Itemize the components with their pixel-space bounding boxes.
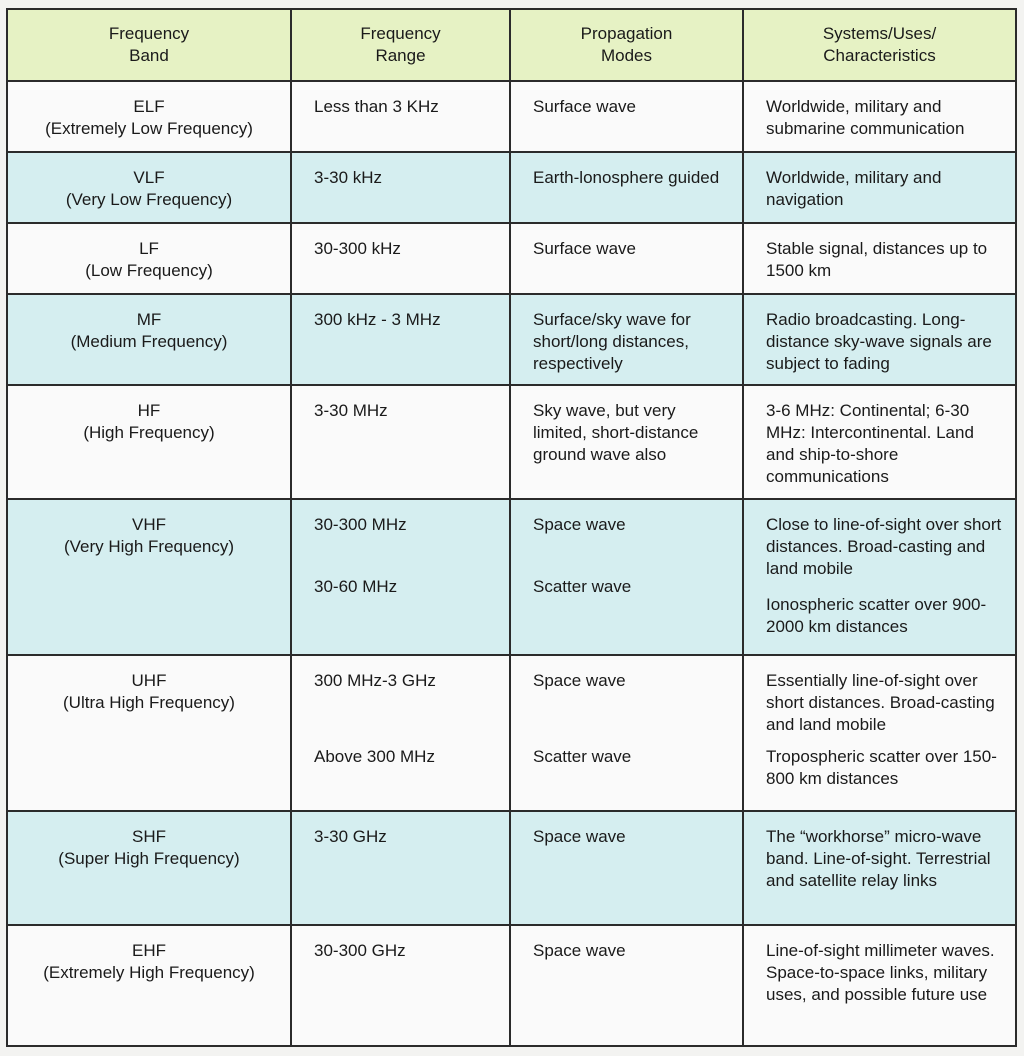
header-text: Characteristics — [823, 46, 936, 65]
uses-cell: The “workhorse” micro-wave band. Line-of-sight. Terrestrial and satellite relay links — [743, 811, 1016, 925]
modes-cell — [510, 655, 743, 811]
table-row — [7, 655, 1016, 811]
band-cell — [7, 81, 291, 152]
header-text: Range — [375, 46, 426, 65]
range-secondary: 30-60 MHz — [314, 577, 398, 596]
band-cell — [7, 925, 291, 1046]
uses-primary: Essentially line-of-sight over short distances. Broad-casting and land mobile — [766, 671, 995, 734]
range-cell — [291, 499, 510, 655]
spacer — [766, 580, 1005, 594]
range-primary: 300 MHz-3 GHz — [314, 671, 436, 690]
modes-cell: Space wave — [510, 811, 743, 925]
band-name: (Very High Frequency) — [63, 537, 235, 556]
uses-cell — [743, 655, 1016, 811]
band-name: (Extremely High Frequency) — [43, 963, 255, 982]
band-cell — [7, 499, 291, 655]
modes-cell: Earth-lonosphere guided — [510, 152, 743, 223]
table-row — [7, 152, 1016, 223]
spacer — [314, 536, 499, 576]
range-cell: 300 kHz - 3 MHz — [291, 294, 510, 385]
modes-primary: Space wave — [533, 671, 626, 690]
band-code: EHF — [132, 941, 166, 960]
band-code: VHF — [132, 515, 166, 534]
table-row — [7, 223, 1016, 294]
band-name: (Very Low Frequency) — [65, 190, 233, 209]
spacer — [533, 536, 732, 576]
band-code: LF — [139, 239, 159, 258]
band-code: HF — [137, 401, 161, 420]
header-frequency-band — [7, 9, 291, 81]
uses-cell: Radio broadcasting. Long-distance sky-wave signals are subject to fading — [743, 294, 1016, 385]
uses-cell — [743, 499, 1016, 655]
range-cell: 30-300 kHz — [291, 223, 510, 294]
frequency-band-table-container — [6, 8, 1015, 1047]
band-code: ELF — [133, 97, 165, 116]
spacer — [314, 692, 499, 746]
modes-secondary: Scatter wave — [533, 577, 632, 596]
band-name: (Low Frequency) — [85, 261, 213, 280]
band-code: SHF — [132, 827, 166, 846]
spacer — [766, 736, 1005, 746]
table-row — [7, 294, 1016, 385]
band-code: MF — [136, 310, 162, 329]
header-row — [7, 9, 1016, 81]
range-cell: 3-30 MHz — [291, 385, 510, 499]
table-row — [7, 499, 1016, 655]
band-name: (Medium Frequency) — [70, 332, 228, 351]
frequency-band-table — [6, 8, 1017, 1047]
band-cell — [7, 152, 291, 223]
modes-cell — [510, 499, 743, 655]
uses-secondary: Ionospheric scatter over 900-2000 km distances — [766, 595, 987, 636]
header-text: Systems/Uses/ — [822, 24, 937, 43]
table-row — [7, 811, 1016, 925]
header-text: Band — [129, 46, 169, 65]
modes-primary: Space wave — [533, 515, 626, 534]
range-primary: 30-300 MHz — [314, 515, 407, 534]
band-cell — [7, 811, 291, 925]
band-code: VLF — [133, 168, 165, 187]
uses-primary: Close to line-of-sight over short distances. Broad-casting and land mobile — [766, 515, 1002, 578]
range-cell: 3-30 kHz — [291, 152, 510, 223]
modes-cell: Surface/sky wave for short/long distances, respectively — [510, 294, 743, 385]
spacer — [533, 692, 732, 746]
uses-cell: 3-6 MHz: Continental; 6-30 MHz: Intercontinental. Land and ship-to-shore communications — [743, 385, 1016, 499]
header-text: Frequency — [360, 24, 441, 43]
uses-secondary: Tropospheric scatter over 150-800 km distances — [766, 747, 997, 788]
table-row — [7, 385, 1016, 499]
band-name: (High Frequency) — [83, 423, 215, 442]
uses-cell: Worldwide, military and submarine communication — [743, 81, 1016, 152]
modes-cell: Surface wave — [510, 223, 743, 294]
header-text: Modes — [600, 46, 653, 65]
range-cell: 30-300 GHz — [291, 925, 510, 1046]
table-row — [7, 925, 1016, 1046]
modes-cell: Space wave — [510, 925, 743, 1046]
range-cell — [291, 655, 510, 811]
band-name: (Extremely Low Frequency) — [45, 119, 253, 138]
band-code: UHF — [131, 671, 167, 690]
header-systems-uses — [743, 9, 1016, 81]
header-text: Frequency — [108, 24, 190, 43]
uses-cell: Worldwide, military and navigation — [743, 152, 1016, 223]
header-text: Propagation — [580, 24, 673, 43]
modes-cell: Surface wave — [510, 81, 743, 152]
band-name: (Ultra High Frequency) — [63, 693, 235, 712]
band-cell — [7, 655, 291, 811]
range-cell: 3-30 GHz — [291, 811, 510, 925]
header-frequency-range — [291, 9, 510, 81]
band-cell — [7, 294, 291, 385]
range-secondary: Above 300 MHz — [314, 747, 435, 766]
range-cell: Less than 3 KHz — [291, 81, 510, 152]
uses-cell: Line-of-sight millimeter waves. Space-to-space links, military uses, and possible future use — [743, 925, 1016, 1046]
table-row — [7, 81, 1016, 152]
modes-secondary: Scatter wave — [533, 747, 632, 766]
uses-cell: Stable signal, distances up to 1500 km — [743, 223, 1016, 294]
modes-cell: Sky wave, but very limited, short-distance ground wave also — [510, 385, 743, 499]
header-propagation-modes — [510, 9, 743, 81]
band-cell — [7, 385, 291, 499]
band-cell — [7, 223, 291, 294]
band-name: (Super High Frequency) — [58, 849, 240, 868]
